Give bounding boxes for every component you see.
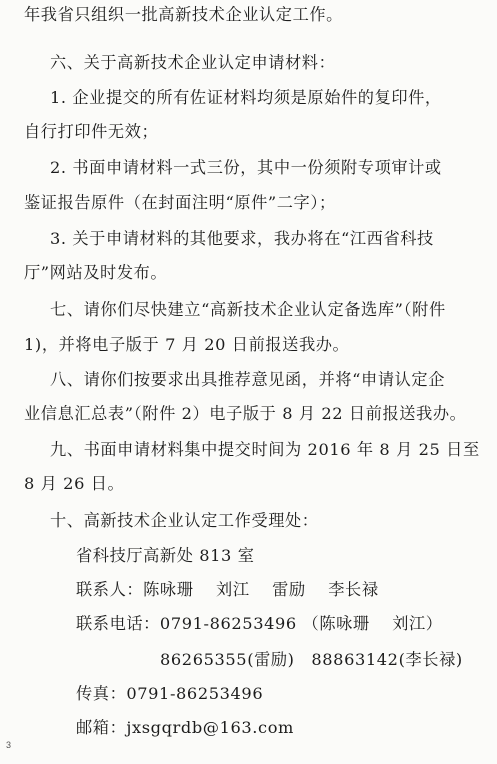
office-location: 省科技厅高新处 813 室 xyxy=(76,546,255,565)
text-line-1: 年我省只组织一批高新技术企业认定工作。 xyxy=(24,5,343,24)
section-eight-line-1: 八、请你们按要求出具推荐意见函，并将“申请认定企 xyxy=(50,370,445,389)
section-seven-line-2: 1)，并将电子版于 7 月 20 日前报送我办。 xyxy=(24,335,350,354)
text-line-3: 1. 企业提交的所有佐证材料均须是原始件的复印件， xyxy=(50,88,442,107)
fax-line: 传真：0791-86253496 xyxy=(76,684,264,703)
text-line-6: 鉴证报告原件（在封面注明“原件”二字）； xyxy=(24,193,336,212)
section-ten-heading: 十、高新技术企业认定工作受理处： xyxy=(50,511,319,530)
section-six-heading: 六、关于高新技术企业认定申请材料： xyxy=(50,53,336,72)
email-line: 邮箱：jxsgqrdb@163.com xyxy=(76,718,294,737)
contact-phone-line-2: 86265355(雷励) 88863142(李长禄) xyxy=(160,650,463,669)
text-line-4: 自行打印件无效； xyxy=(24,122,159,141)
section-eight-line-2: 业信息汇总表”（附件 2）电子版于 8 月 22 日前报送我办。 xyxy=(24,404,467,423)
page-number: 3 xyxy=(6,740,12,750)
section-nine-line-1: 九、书面申请材料集中提交时间为 2016 年 8 月 25 日至 xyxy=(50,440,480,459)
section-seven-line-1: 七、请你们尽快建立“高新技术企业认定备选库”（附件 xyxy=(50,300,446,319)
text-line-5: 2. 书面申请材料一式三份，其中一份须附专项审计或 xyxy=(50,158,442,177)
section-nine-line-2: 8 月 26 日。 xyxy=(24,474,125,493)
contact-persons: 联系人：陈咏珊 刘江 雷励 李长禄 xyxy=(76,580,379,599)
text-line-7: 3. 关于申请材料的其他要求，我办将在“江西省科技 xyxy=(50,229,434,248)
text-line-8: 厅”网站及时发布。 xyxy=(24,263,168,282)
contact-phone-line-1: 联系电话：0791-86253496 （陈咏珊 刘江） xyxy=(76,614,443,633)
